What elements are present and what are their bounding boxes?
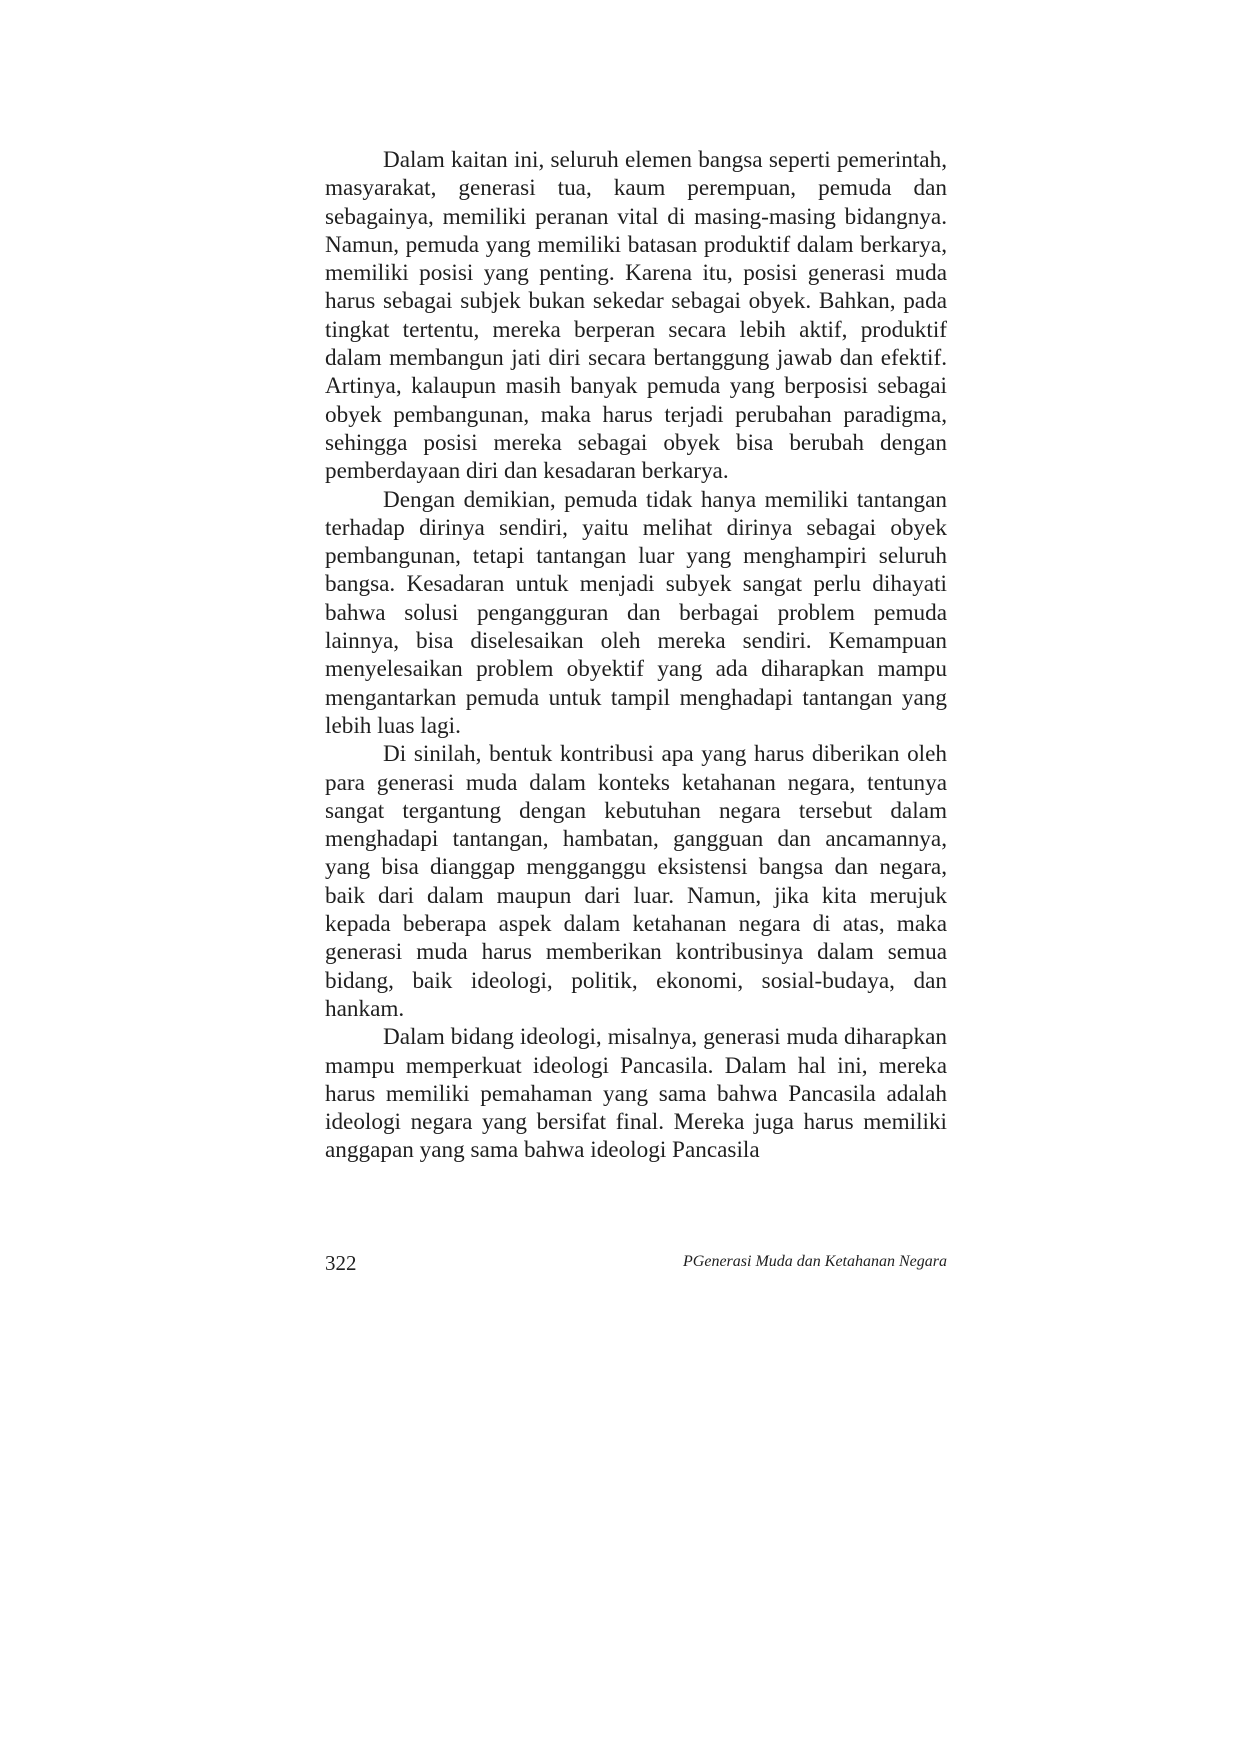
paragraph-2: Dengan demikian, pemuda tidak hanya memiliki tantangan terhadap dirinya sendiri, yaitu melihat dirinya sebagai obyek pembangunan, tetapi tantangan luar yang menghampiri seluruh bangsa. Kesadaran untuk menjadi subyek sangat perlu dihayati bahwa solusi pengangguran dan berbagai problem pemuda lainnya, bisa diselesaikan oleh mereka sendiri. Kemampuan menyelesaikan problem obyektif yang ada diharapkan mampu mengantarkan pemuda untuk tampil menghadapi tantangan yang lebih luas lagi. xyxy=(325,486,947,739)
page-footer xyxy=(325,1251,947,1283)
page-number: 322 xyxy=(325,1251,357,1275)
paragraph-4: Dalam bidang ideologi, misalnya, generasi muda diharapkan mampu memperkuat ideologi Pancasila. Dalam hal ini, mereka harus memiliki pemahaman yang sama bahwa Pancasila adalah ideologi negara yang bersifat final. Mereka juga harus memiliki anggapan yang sama bahwa ideologi Pancasila xyxy=(325,1024,947,1164)
body-text xyxy=(325,146,947,1165)
paragraph-1: Dalam kaitan ini, seluruh elemen bangsa seperti pemerintah, masyarakat, generasi tua, kaum perempuan, pemuda dan sebagainya, memiliki peranan vital di masing-masing bidangnya. Namun, pemuda yang memiliki batasan produktif dalam berkarya, memiliki posisi yang penting. Karena itu, posisi generasi muda harus sebagai subjek bukan sekedar sebagai obyek. Bahkan, pada tingkat tertentu, mereka berperan secara lebih aktif, produktif dalam membangun jati diri secara bertanggung jawab dan efektif. Artinya, kalaupun masih banyak pemuda yang berposisi sebagai obyek pembangunan, maka harus terjadi perubahan paradigma, sehingga posisi mereka sebagai obyek bisa berubah dengan pemberdayaan diri dan kesadaran berkarya. xyxy=(325,147,947,485)
paragraph-3: Di sinilah, bentuk kontribusi apa yang harus diberikan oleh para generasi muda dalam konteks ketahanan negara, tentunya sangat tergantung dengan kebutuhan negara tersebut dalam menghadapi tantangan, hambatan, gangguan dan ancamannya, yang bisa dianggap mengganggu eksistensi bangsa dan negara, baik dari dalam maupun dari luar. Namun, jika kita merujuk kepada beberapa aspek dalam ketahanan negara di atas, maka generasi muda harus memberikan kontribusinya dalam semua bidang, baik ideologi, politik, ekonomi, sosial-budaya, dan hankam. xyxy=(325,741,947,1022)
running-title: PGenerasi Muda dan Ketahanan Negara xyxy=(683,1253,947,1270)
